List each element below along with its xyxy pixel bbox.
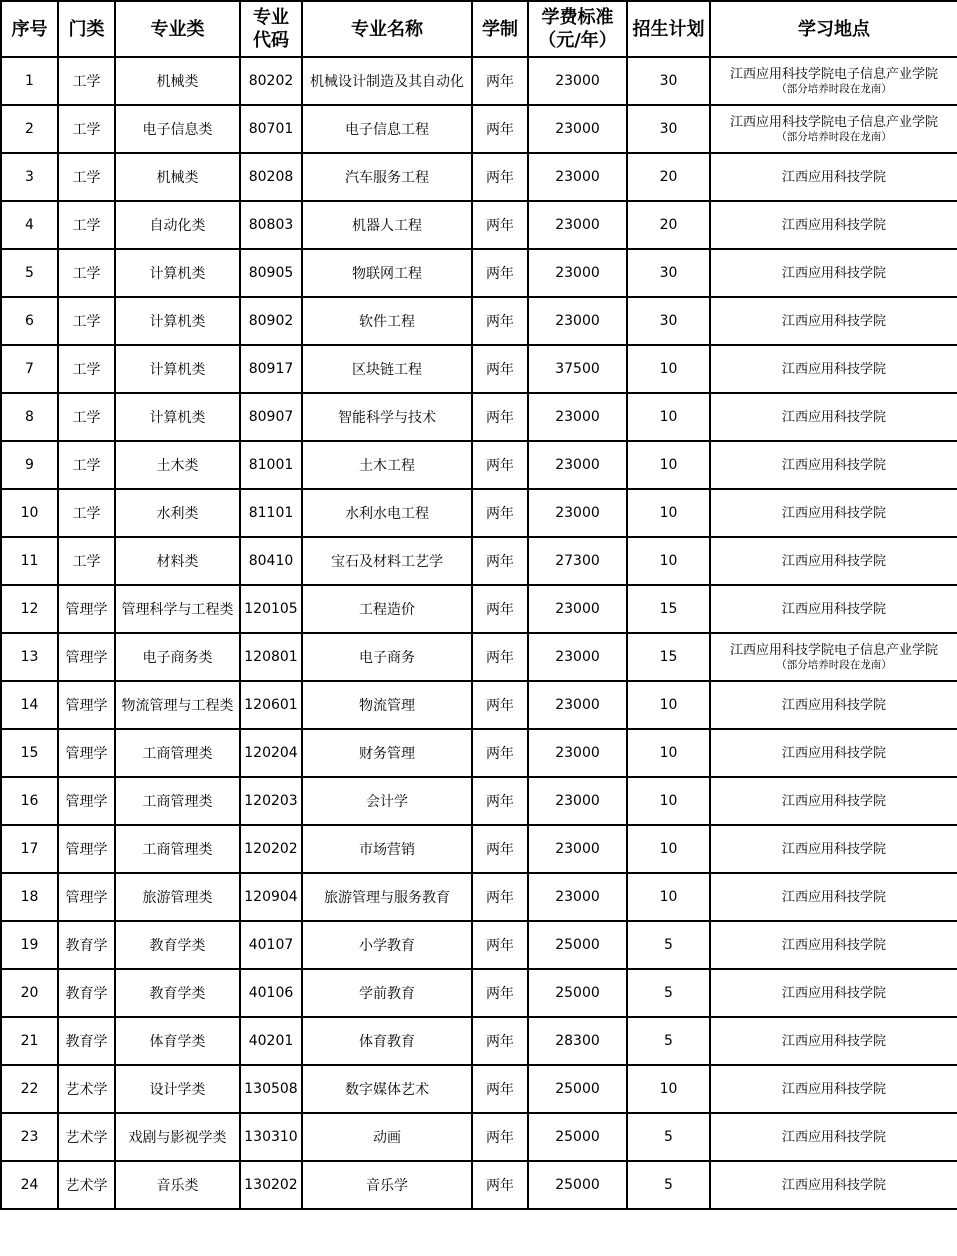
cell-location [710, 537, 957, 585]
header-duration [472, 1, 528, 57]
cell-major-name: 财务管理 [302, 729, 472, 777]
cell-code: 130202 [240, 1161, 302, 1209]
header-location [710, 1, 957, 57]
cell-major-name: 智能科学与技术 [302, 393, 472, 441]
location-text: 江西应用科技学院 [781, 409, 886, 425]
location-text: 江西应用科技学院 [781, 985, 886, 1001]
cell-seq: 4 [1, 201, 58, 249]
cell-seq: 19 [1, 921, 58, 969]
location-text: 江西应用科技学院 [781, 793, 886, 809]
cell-major-class: 教育学类 [115, 921, 240, 969]
cell-duration: 两年 [472, 153, 528, 201]
cell-seq: 14 [1, 681, 58, 729]
cell-major-class: 教育学类 [115, 969, 240, 1017]
cell-category: 工学 [58, 537, 115, 585]
cell-code: 80803 [240, 201, 302, 249]
cell-location [710, 153, 957, 201]
cell-duration: 两年 [472, 1113, 528, 1161]
cell-seq: 5 [1, 249, 58, 297]
location-text: 江西应用科技学院 [781, 505, 886, 521]
cell-major-class: 戏剧与影视学类 [115, 1113, 240, 1161]
cell-major-name: 物联网工程 [302, 249, 472, 297]
cell-major-class: 体育学类 [115, 1017, 240, 1065]
cell-fee: 25000 [528, 1065, 627, 1113]
cell-code: 120801 [240, 633, 302, 681]
location-text: 江西应用科技学院 [781, 745, 886, 761]
cell-seq: 1 [1, 57, 58, 105]
cell-seq: 8 [1, 393, 58, 441]
cell-location [710, 873, 957, 921]
cell-location [710, 345, 957, 393]
cell-category: 工学 [58, 105, 115, 153]
cell-major-class: 物流管理与工程类 [115, 681, 240, 729]
cell-fee: 25000 [528, 1113, 627, 1161]
cell-location [710, 1065, 957, 1113]
cell-major-name: 水利水电工程 [302, 489, 472, 537]
header-seq-label: 序号 [11, 18, 48, 40]
cell-major-class: 计算机类 [115, 249, 240, 297]
cell-duration: 两年 [472, 1017, 528, 1065]
cell-code: 81001 [240, 441, 302, 489]
cell-code: 80907 [240, 393, 302, 441]
cell-plan: 10 [627, 537, 710, 585]
cell-major-name: 宝石及材料工艺学 [302, 537, 472, 585]
cell-category: 管理学 [58, 729, 115, 777]
cell-code: 80208 [240, 153, 302, 201]
location-text: 江西应用科技学院电子信息产业学院 [729, 643, 938, 658]
table-row [1, 1065, 957, 1113]
cell-plan: 10 [627, 441, 710, 489]
header-code-line1: 专业 [253, 7, 289, 28]
cell-duration: 两年 [472, 921, 528, 969]
location-text: 江西应用科技学院 [781, 841, 886, 857]
table-row [1, 585, 957, 633]
table-body [1, 57, 957, 1209]
cell-fee: 28300 [528, 1017, 627, 1065]
table-row [1, 345, 957, 393]
cell-seq: 3 [1, 153, 58, 201]
cell-code: 130310 [240, 1113, 302, 1161]
cell-fee: 27300 [528, 537, 627, 585]
table-row [1, 249, 957, 297]
cell-code: 120904 [240, 873, 302, 921]
cell-fee: 25000 [528, 921, 627, 969]
cell-location [710, 249, 957, 297]
cell-major-class: 设计学类 [115, 1065, 240, 1113]
location-text: 江西应用科技学院 [781, 265, 886, 281]
cell-major-class: 机械类 [115, 153, 240, 201]
cell-fee: 37500 [528, 345, 627, 393]
cell-major-name: 机械设计制造及其自动化 [302, 57, 472, 105]
cell-location [710, 681, 957, 729]
cell-category: 工学 [58, 201, 115, 249]
cell-plan: 10 [627, 729, 710, 777]
cell-category: 管理学 [58, 873, 115, 921]
cell-major-name: 机器人工程 [302, 201, 472, 249]
cell-major-class: 机械类 [115, 57, 240, 105]
cell-code: 81101 [240, 489, 302, 537]
cell-seq: 22 [1, 1065, 58, 1113]
cell-seq: 18 [1, 873, 58, 921]
cell-location [710, 1017, 957, 1065]
cell-plan: 10 [627, 681, 710, 729]
cell-code: 120202 [240, 825, 302, 873]
cell-seq: 16 [1, 777, 58, 825]
cell-duration: 两年 [472, 633, 528, 681]
header-plan [627, 1, 710, 57]
header-category-label: 门类 [68, 18, 105, 40]
cell-code: 120204 [240, 729, 302, 777]
cell-plan: 30 [627, 297, 710, 345]
cell-category: 工学 [58, 441, 115, 489]
cell-duration: 两年 [472, 1065, 528, 1113]
cell-location [710, 489, 957, 537]
cell-category: 管理学 [58, 681, 115, 729]
cell-category: 管理学 [58, 825, 115, 873]
cell-category: 工学 [58, 345, 115, 393]
cell-category: 教育学 [58, 1017, 115, 1065]
cell-major-name: 小学教育 [302, 921, 472, 969]
cell-fee: 23000 [528, 873, 627, 921]
cell-major-name: 区块链工程 [302, 345, 472, 393]
cell-fee: 23000 [528, 441, 627, 489]
cell-major-class: 计算机类 [115, 345, 240, 393]
cell-fee: 23000 [528, 825, 627, 873]
cell-duration: 两年 [472, 969, 528, 1017]
location-note: （部分培养时段在龙南） [776, 83, 892, 95]
cell-duration: 两年 [472, 873, 528, 921]
cell-code: 130508 [240, 1065, 302, 1113]
cell-fee: 23000 [528, 105, 627, 153]
cell-duration: 两年 [472, 681, 528, 729]
cell-code: 80701 [240, 105, 302, 153]
cell-major-name: 物流管理 [302, 681, 472, 729]
cell-duration: 两年 [472, 57, 528, 105]
cell-duration: 两年 [472, 777, 528, 825]
cell-major-name: 电子信息工程 [302, 105, 472, 153]
cell-duration: 两年 [472, 729, 528, 777]
cell-seq: 7 [1, 345, 58, 393]
header-plan-label: 招生计划 [632, 18, 705, 40]
cell-plan: 5 [627, 1017, 710, 1065]
cell-fee: 23000 [528, 633, 627, 681]
cell-category: 工学 [58, 153, 115, 201]
cell-duration: 两年 [472, 441, 528, 489]
cell-plan: 15 [627, 633, 710, 681]
table-row [1, 1113, 957, 1161]
cell-major-class: 土木类 [115, 441, 240, 489]
cell-seq: 12 [1, 585, 58, 633]
cell-plan: 5 [627, 969, 710, 1017]
header-fee-line1: 学费标准 [541, 7, 614, 28]
cell-major-class: 自动化类 [115, 201, 240, 249]
table-row [1, 873, 957, 921]
cell-category: 艺术学 [58, 1065, 115, 1113]
cell-location [710, 105, 957, 153]
header-code-line2: 代码 [253, 30, 289, 51]
cell-major-class: 管理科学与工程类 [115, 585, 240, 633]
location-text: 江西应用科技学院 [781, 889, 886, 905]
cell-location [710, 297, 957, 345]
cell-duration: 两年 [472, 537, 528, 585]
cell-location [710, 393, 957, 441]
cell-code: 80905 [240, 249, 302, 297]
cell-plan: 10 [627, 1065, 710, 1113]
table-row [1, 681, 957, 729]
cell-major-name: 会计学 [302, 777, 472, 825]
cell-major-class: 计算机类 [115, 297, 240, 345]
cell-code: 40107 [240, 921, 302, 969]
cell-seq: 17 [1, 825, 58, 873]
location-text: 江西应用科技学院 [781, 553, 886, 569]
table-row [1, 201, 957, 249]
cell-major-name: 动画 [302, 1113, 472, 1161]
header-location-label: 学习地点 [798, 18, 870, 40]
cell-plan: 30 [627, 249, 710, 297]
cell-plan: 20 [627, 153, 710, 201]
table-row [1, 489, 957, 537]
cell-major-name: 学前教育 [302, 969, 472, 1017]
cell-location [710, 201, 957, 249]
cell-fee: 25000 [528, 1161, 627, 1209]
cell-plan: 10 [627, 825, 710, 873]
location-text: 江西应用科技学院 [781, 361, 886, 377]
cell-code: 80917 [240, 345, 302, 393]
cell-seq: 6 [1, 297, 58, 345]
cell-major-class: 计算机类 [115, 393, 240, 441]
header-seq [1, 1, 58, 57]
cell-location [710, 969, 957, 1017]
cell-duration: 两年 [472, 1161, 528, 1209]
cell-duration: 两年 [472, 585, 528, 633]
cell-seq: 20 [1, 969, 58, 1017]
cell-plan: 30 [627, 105, 710, 153]
cell-fee: 23000 [528, 297, 627, 345]
cell-category: 工学 [58, 489, 115, 537]
cell-major-class: 电子商务类 [115, 633, 240, 681]
cell-fee: 23000 [528, 249, 627, 297]
table-row [1, 1161, 957, 1209]
cell-major-name: 土木工程 [302, 441, 472, 489]
cell-category: 工学 [58, 249, 115, 297]
cell-major-class: 工商管理类 [115, 825, 240, 873]
cell-code: 120203 [240, 777, 302, 825]
table-row [1, 921, 957, 969]
header-major-class [115, 1, 240, 57]
cell-category: 教育学 [58, 969, 115, 1017]
cell-major-name: 电子商务 [302, 633, 472, 681]
cell-location [710, 1113, 957, 1161]
cell-fee: 23000 [528, 57, 627, 105]
cell-plan: 10 [627, 777, 710, 825]
cell-fee: 23000 [528, 777, 627, 825]
cell-fee: 25000 [528, 969, 627, 1017]
cell-fee: 23000 [528, 585, 627, 633]
cell-category: 工学 [58, 57, 115, 105]
cell-duration: 两年 [472, 297, 528, 345]
location-note: （部分培养时段在龙南） [776, 659, 892, 671]
cell-duration: 两年 [472, 393, 528, 441]
cell-seq: 24 [1, 1161, 58, 1209]
location-text: 江西应用科技学院 [781, 169, 886, 185]
cell-seq: 9 [1, 441, 58, 489]
location-text: 江西应用科技学院电子信息产业学院 [729, 115, 938, 130]
cell-plan: 10 [627, 345, 710, 393]
cell-seq: 15 [1, 729, 58, 777]
cell-major-name: 软件工程 [302, 297, 472, 345]
cell-major-class: 工商管理类 [115, 729, 240, 777]
cell-plan: 15 [627, 585, 710, 633]
cell-category: 艺术学 [58, 1161, 115, 1209]
location-text: 江西应用科技学院 [781, 1129, 886, 1145]
table-row [1, 297, 957, 345]
cell-major-name: 音乐学 [302, 1161, 472, 1209]
cell-major-class: 电子信息类 [115, 105, 240, 153]
cell-plan: 5 [627, 921, 710, 969]
cell-major-class: 旅游管理类 [115, 873, 240, 921]
cell-category: 管理学 [58, 633, 115, 681]
cell-major-name: 市场营销 [302, 825, 472, 873]
table-row [1, 105, 957, 153]
cell-plan: 10 [627, 393, 710, 441]
location-text: 江西应用科技学院 [781, 1177, 886, 1193]
header-name-label: 专业名称 [351, 18, 423, 40]
cell-location [710, 1161, 957, 1209]
cell-category: 工学 [58, 393, 115, 441]
cell-major-name: 工程造价 [302, 585, 472, 633]
header-fee [528, 1, 627, 57]
header-major-class-label: 专业类 [150, 18, 205, 40]
cell-fee: 23000 [528, 153, 627, 201]
cell-category: 管理学 [58, 777, 115, 825]
cell-major-name: 数字媒体艺术 [302, 1065, 472, 1113]
cell-duration: 两年 [472, 105, 528, 153]
header-code [240, 1, 302, 57]
cell-location [710, 777, 957, 825]
cell-seq: 13 [1, 633, 58, 681]
cell-plan: 5 [627, 1161, 710, 1209]
location-text: 江西应用科技学院电子信息产业学院 [729, 67, 938, 82]
cell-major-class: 音乐类 [115, 1161, 240, 1209]
cell-location [710, 729, 957, 777]
cell-major-class: 材料类 [115, 537, 240, 585]
cell-fee: 23000 [528, 201, 627, 249]
cell-major-class: 工商管理类 [115, 777, 240, 825]
cell-seq: 2 [1, 105, 58, 153]
location-note: （部分培养时段在龙南） [776, 131, 892, 143]
cell-location [710, 921, 957, 969]
table-row [1, 393, 957, 441]
cell-seq: 21 [1, 1017, 58, 1065]
header-row [1, 1, 957, 57]
cell-category: 管理学 [58, 585, 115, 633]
cell-duration: 两年 [472, 825, 528, 873]
cell-code: 80410 [240, 537, 302, 585]
header-category [58, 1, 115, 57]
cell-plan: 20 [627, 201, 710, 249]
location-text: 江西应用科技学院 [781, 1081, 886, 1097]
cell-seq: 23 [1, 1113, 58, 1161]
cell-duration: 两年 [472, 249, 528, 297]
cell-location [710, 585, 957, 633]
table-row [1, 777, 957, 825]
location-text: 江西应用科技学院 [781, 457, 886, 473]
location-text: 江西应用科技学院 [781, 313, 886, 329]
cell-seq: 10 [1, 489, 58, 537]
table-row [1, 825, 957, 873]
cell-location [710, 57, 957, 105]
cell-fee: 23000 [528, 393, 627, 441]
header-fee-line2: （元/年） [538, 30, 617, 51]
cell-duration: 两年 [472, 489, 528, 537]
location-text: 江西应用科技学院 [781, 217, 886, 233]
header-name [302, 1, 472, 57]
cell-major-name: 体育教育 [302, 1017, 472, 1065]
cell-code: 40201 [240, 1017, 302, 1065]
cell-fee: 23000 [528, 729, 627, 777]
cell-code: 120601 [240, 681, 302, 729]
location-text: 江西应用科技学院 [781, 1033, 886, 1049]
location-text: 江西应用科技学院 [781, 601, 886, 617]
table-row [1, 537, 957, 585]
cell-seq: 11 [1, 537, 58, 585]
cell-code: 120105 [240, 585, 302, 633]
cell-plan: 30 [627, 57, 710, 105]
table-row [1, 969, 957, 1017]
cell-major-class: 水利类 [115, 489, 240, 537]
cell-code: 40106 [240, 969, 302, 1017]
cell-fee: 23000 [528, 681, 627, 729]
cell-major-name: 汽车服务工程 [302, 153, 472, 201]
table-row [1, 153, 957, 201]
cell-duration: 两年 [472, 201, 528, 249]
location-text: 江西应用科技学院 [781, 937, 886, 953]
cell-category: 工学 [58, 297, 115, 345]
cell-code: 80202 [240, 57, 302, 105]
cell-plan: 10 [627, 873, 710, 921]
header-duration-label: 学制 [482, 18, 518, 40]
cell-category: 教育学 [58, 921, 115, 969]
cell-category: 艺术学 [58, 1113, 115, 1161]
cell-plan: 10 [627, 489, 710, 537]
table-row [1, 633, 957, 681]
cell-location [710, 441, 957, 489]
cell-major-name: 旅游管理与服务教育 [302, 873, 472, 921]
cell-duration: 两年 [472, 345, 528, 393]
cell-fee: 23000 [528, 489, 627, 537]
location-text: 江西应用科技学院 [781, 697, 886, 713]
table-row [1, 57, 957, 105]
cell-location [710, 825, 957, 873]
table-row [1, 729, 957, 777]
cell-plan: 5 [627, 1113, 710, 1161]
table-row [1, 1017, 957, 1065]
cell-location [710, 633, 957, 681]
cell-code: 80902 [240, 297, 302, 345]
table-row [1, 441, 957, 489]
